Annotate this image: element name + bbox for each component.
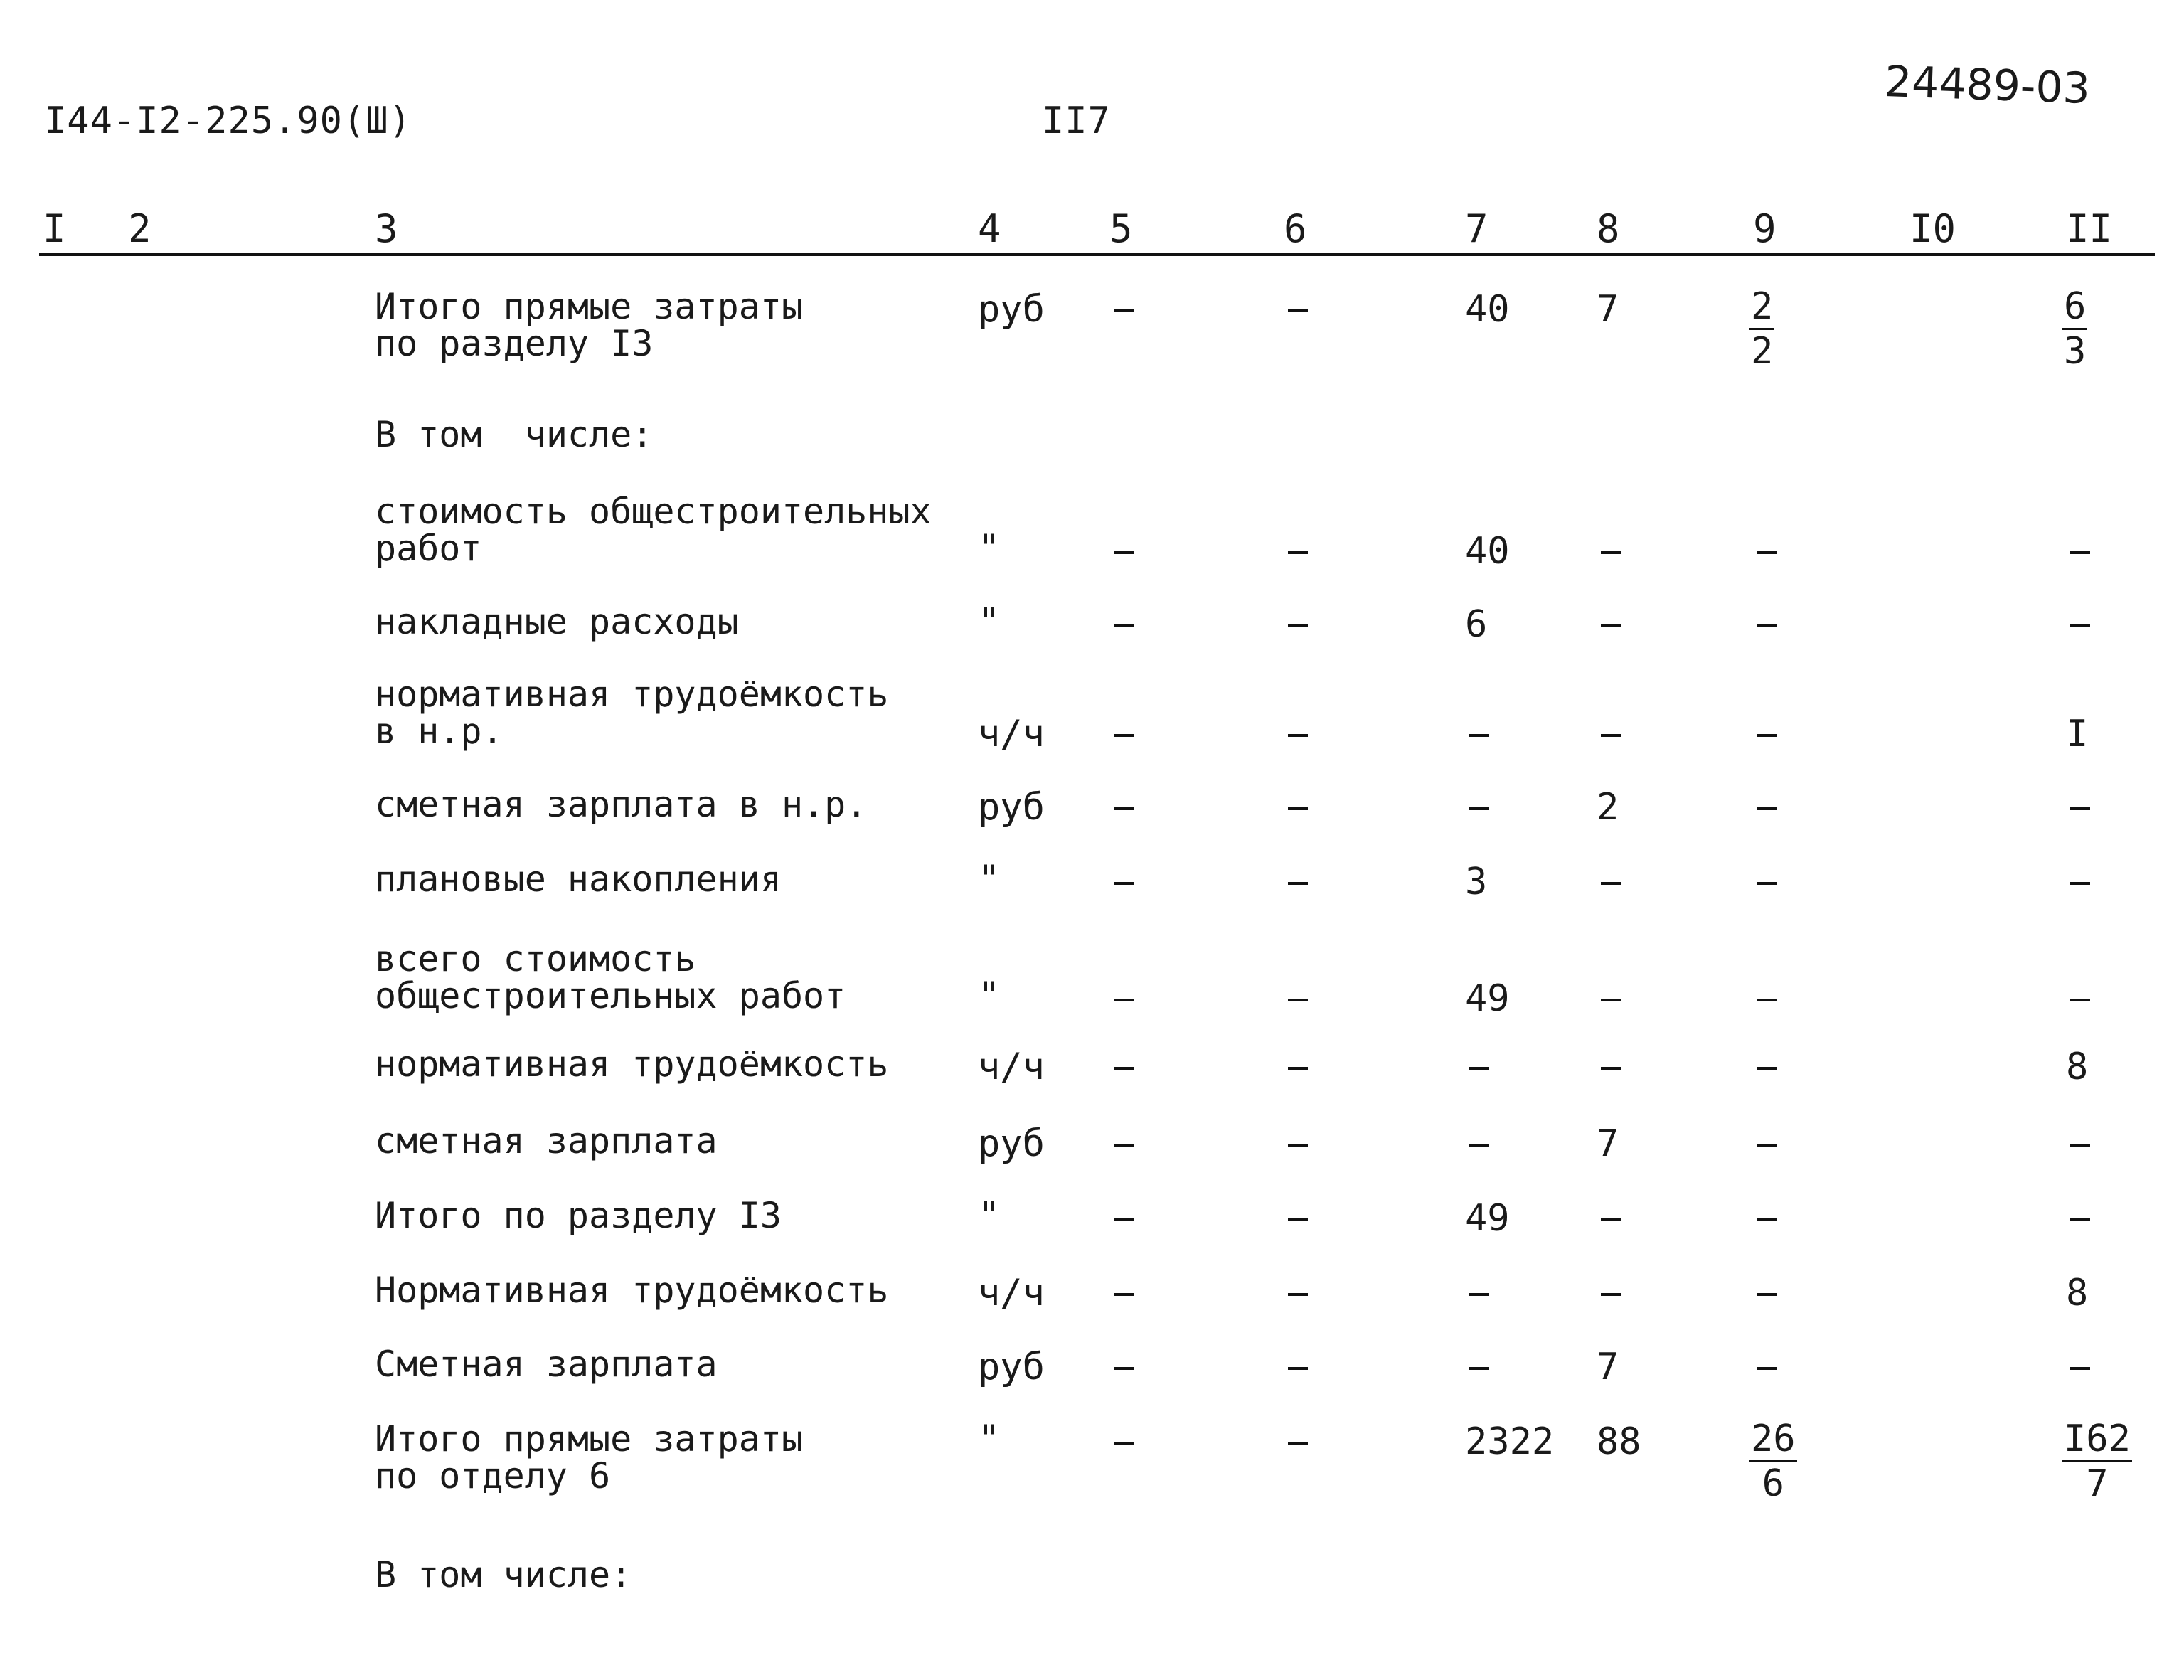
empty-dash	[1288, 1293, 1308, 1296]
header-rule	[39, 253, 2155, 256]
unit-cell: руб	[978, 288, 1045, 331]
empty-dash	[2070, 1367, 2090, 1370]
empty-dash	[1114, 624, 1134, 627]
empty-dash	[1114, 1218, 1134, 1221]
empty-dash	[1757, 1067, 1777, 1070]
document-code: I44-I2-225.90(Ш)	[44, 100, 412, 142]
row-label: Итого прямые затраты по разделу I3	[375, 286, 804, 364]
fraction-denominator: 6	[1762, 1462, 1784, 1505]
unit-cell: "	[978, 974, 1001, 1017]
row-label: сметная зарплата в н.р.	[375, 784, 868, 825]
row-label: В том числе:	[375, 1554, 632, 1595]
empty-dash	[1469, 807, 1489, 810]
row-label: Итого прямые затраты по отделу 6	[375, 1418, 804, 1496]
empty-dash	[1757, 1144, 1777, 1147]
unit-cell: ч/ч	[978, 1272, 1045, 1314]
empty-dash	[1757, 1367, 1777, 1370]
empty-dash	[1288, 1144, 1308, 1147]
empty-dash	[1114, 734, 1134, 737]
empty-dash	[1288, 309, 1308, 312]
column-number: I0	[1909, 206, 1956, 251]
empty-dash	[1601, 1218, 1621, 1221]
value-cell: 8	[2066, 1046, 2089, 1088]
column-number: 6	[1284, 206, 1307, 251]
row-label: плановые накопления	[375, 858, 782, 900]
empty-dash	[1288, 624, 1308, 627]
handwritten-number: 24489-03	[1883, 56, 2092, 115]
unit-cell: "	[978, 527, 1001, 570]
empty-dash	[1757, 807, 1777, 810]
value-cell: 40	[1465, 530, 1510, 573]
empty-dash	[1288, 1067, 1308, 1070]
empty-dash	[1114, 1144, 1134, 1147]
unit-cell: "	[978, 858, 1001, 900]
column-number: 8	[1597, 206, 1620, 251]
value-cell: 7	[1597, 288, 1619, 331]
column-number: 3	[375, 206, 398, 251]
unit-cell: руб	[978, 786, 1045, 829]
column-number: 4	[978, 206, 1001, 251]
empty-dash	[1114, 807, 1134, 810]
value-cell: 6	[1465, 603, 1488, 646]
row-label: сметная зарплата	[375, 1120, 718, 1161]
fraction-cell	[2062, 1418, 2132, 1505]
empty-dash	[1288, 999, 1308, 1001]
empty-dash	[1469, 1367, 1489, 1370]
fraction-numerator: 26	[1749, 1418, 1797, 1462]
empty-dash	[1469, 1293, 1489, 1296]
row-label: нормативная трудоёмкость в н.р.	[375, 674, 889, 752]
fraction-denominator: 7	[2086, 1462, 2109, 1505]
empty-dash	[1114, 1293, 1134, 1296]
empty-dash	[2070, 624, 2090, 627]
value-cell: 7	[1597, 1346, 1619, 1388]
column-number: II	[2066, 206, 2113, 251]
empty-dash	[2070, 1144, 2090, 1147]
empty-dash	[1757, 999, 1777, 1001]
unit-cell: "	[978, 1194, 1001, 1237]
empty-dash	[1114, 551, 1134, 554]
empty-dash	[1469, 1144, 1489, 1147]
fraction-numerator: I62	[2062, 1418, 2132, 1462]
value-cell: 2322	[1465, 1420, 1555, 1463]
empty-dash	[1288, 1367, 1308, 1370]
empty-dash	[1757, 1293, 1777, 1296]
empty-dash	[1757, 1218, 1777, 1221]
row-label: нормативная трудоёмкость	[375, 1043, 889, 1085]
empty-dash	[2070, 999, 2090, 1001]
empty-dash	[1757, 882, 1777, 885]
value-cell: 7	[1597, 1122, 1619, 1165]
row-label: Нормативная трудоёмкость	[375, 1270, 889, 1311]
column-number: 7	[1465, 206, 1488, 251]
empty-dash	[1601, 551, 1621, 554]
column-number: 5	[1109, 206, 1133, 251]
fraction-denominator: 2	[1751, 330, 1774, 373]
empty-dash	[1757, 624, 1777, 627]
empty-dash	[1114, 882, 1134, 885]
value-cell: 2	[1597, 786, 1619, 829]
empty-dash	[1288, 1218, 1308, 1221]
value-cell: I	[2066, 713, 2089, 755]
row-label: накладные расходы	[375, 601, 739, 642]
column-number: I	[43, 206, 66, 251]
unit-cell: руб	[978, 1346, 1045, 1388]
empty-dash	[1601, 1067, 1621, 1070]
empty-dash	[1288, 1442, 1308, 1445]
row-label: Сметная зарплата	[375, 1344, 718, 1385]
empty-dash	[1601, 734, 1621, 737]
unit-cell: ч/ч	[978, 713, 1045, 755]
empty-dash	[2070, 807, 2090, 810]
empty-dash	[1114, 309, 1134, 312]
empty-dash	[1601, 624, 1621, 627]
value-cell: 49	[1465, 1197, 1510, 1240]
empty-dash	[1469, 734, 1489, 737]
empty-dash	[1757, 551, 1777, 554]
value-cell: 3	[1465, 861, 1488, 903]
empty-dash	[1288, 882, 1308, 885]
value-cell: 49	[1465, 977, 1510, 1020]
empty-dash	[1288, 551, 1308, 554]
column-number: 9	[1753, 206, 1777, 251]
fraction-denominator: 3	[2064, 330, 2087, 373]
fraction-cell	[1749, 285, 1774, 373]
empty-dash	[1288, 807, 1308, 810]
unit-cell: "	[978, 600, 1001, 643]
empty-dash	[1601, 999, 1621, 1001]
empty-dash	[1114, 1067, 1134, 1070]
page-number: II7	[1042, 100, 1111, 142]
value-cell: 88	[1597, 1420, 1641, 1463]
empty-dash	[1114, 999, 1134, 1001]
empty-dash	[1757, 734, 1777, 737]
value-cell: 8	[2066, 1272, 2089, 1314]
fraction-numerator: 2	[1749, 285, 1774, 330]
row-label: стоимость общестроительных работ	[375, 491, 932, 569]
empty-dash	[1601, 1293, 1621, 1296]
fraction-numerator: 6	[2062, 285, 2087, 330]
empty-dash	[2070, 882, 2090, 885]
empty-dash	[1114, 1367, 1134, 1370]
row-label: всего стоимость общестроительных работ	[375, 938, 846, 1016]
empty-dash	[2070, 551, 2090, 554]
fraction-cell	[1749, 1418, 1797, 1505]
empty-dash	[1469, 1067, 1489, 1070]
row-label: Итого по разделу I3	[375, 1195, 782, 1236]
empty-dash	[1601, 882, 1621, 885]
empty-dash	[1288, 734, 1308, 737]
fraction-cell	[2062, 285, 2087, 373]
unit-cell: руб	[978, 1122, 1045, 1165]
empty-dash	[1114, 1442, 1134, 1445]
unit-cell: ч/ч	[978, 1046, 1045, 1088]
column-number: 2	[128, 206, 151, 251]
empty-dash	[2070, 1218, 2090, 1221]
unit-cell: "	[978, 1418, 1001, 1460]
row-label: В том числе:	[375, 414, 654, 455]
value-cell: 40	[1465, 288, 1510, 331]
